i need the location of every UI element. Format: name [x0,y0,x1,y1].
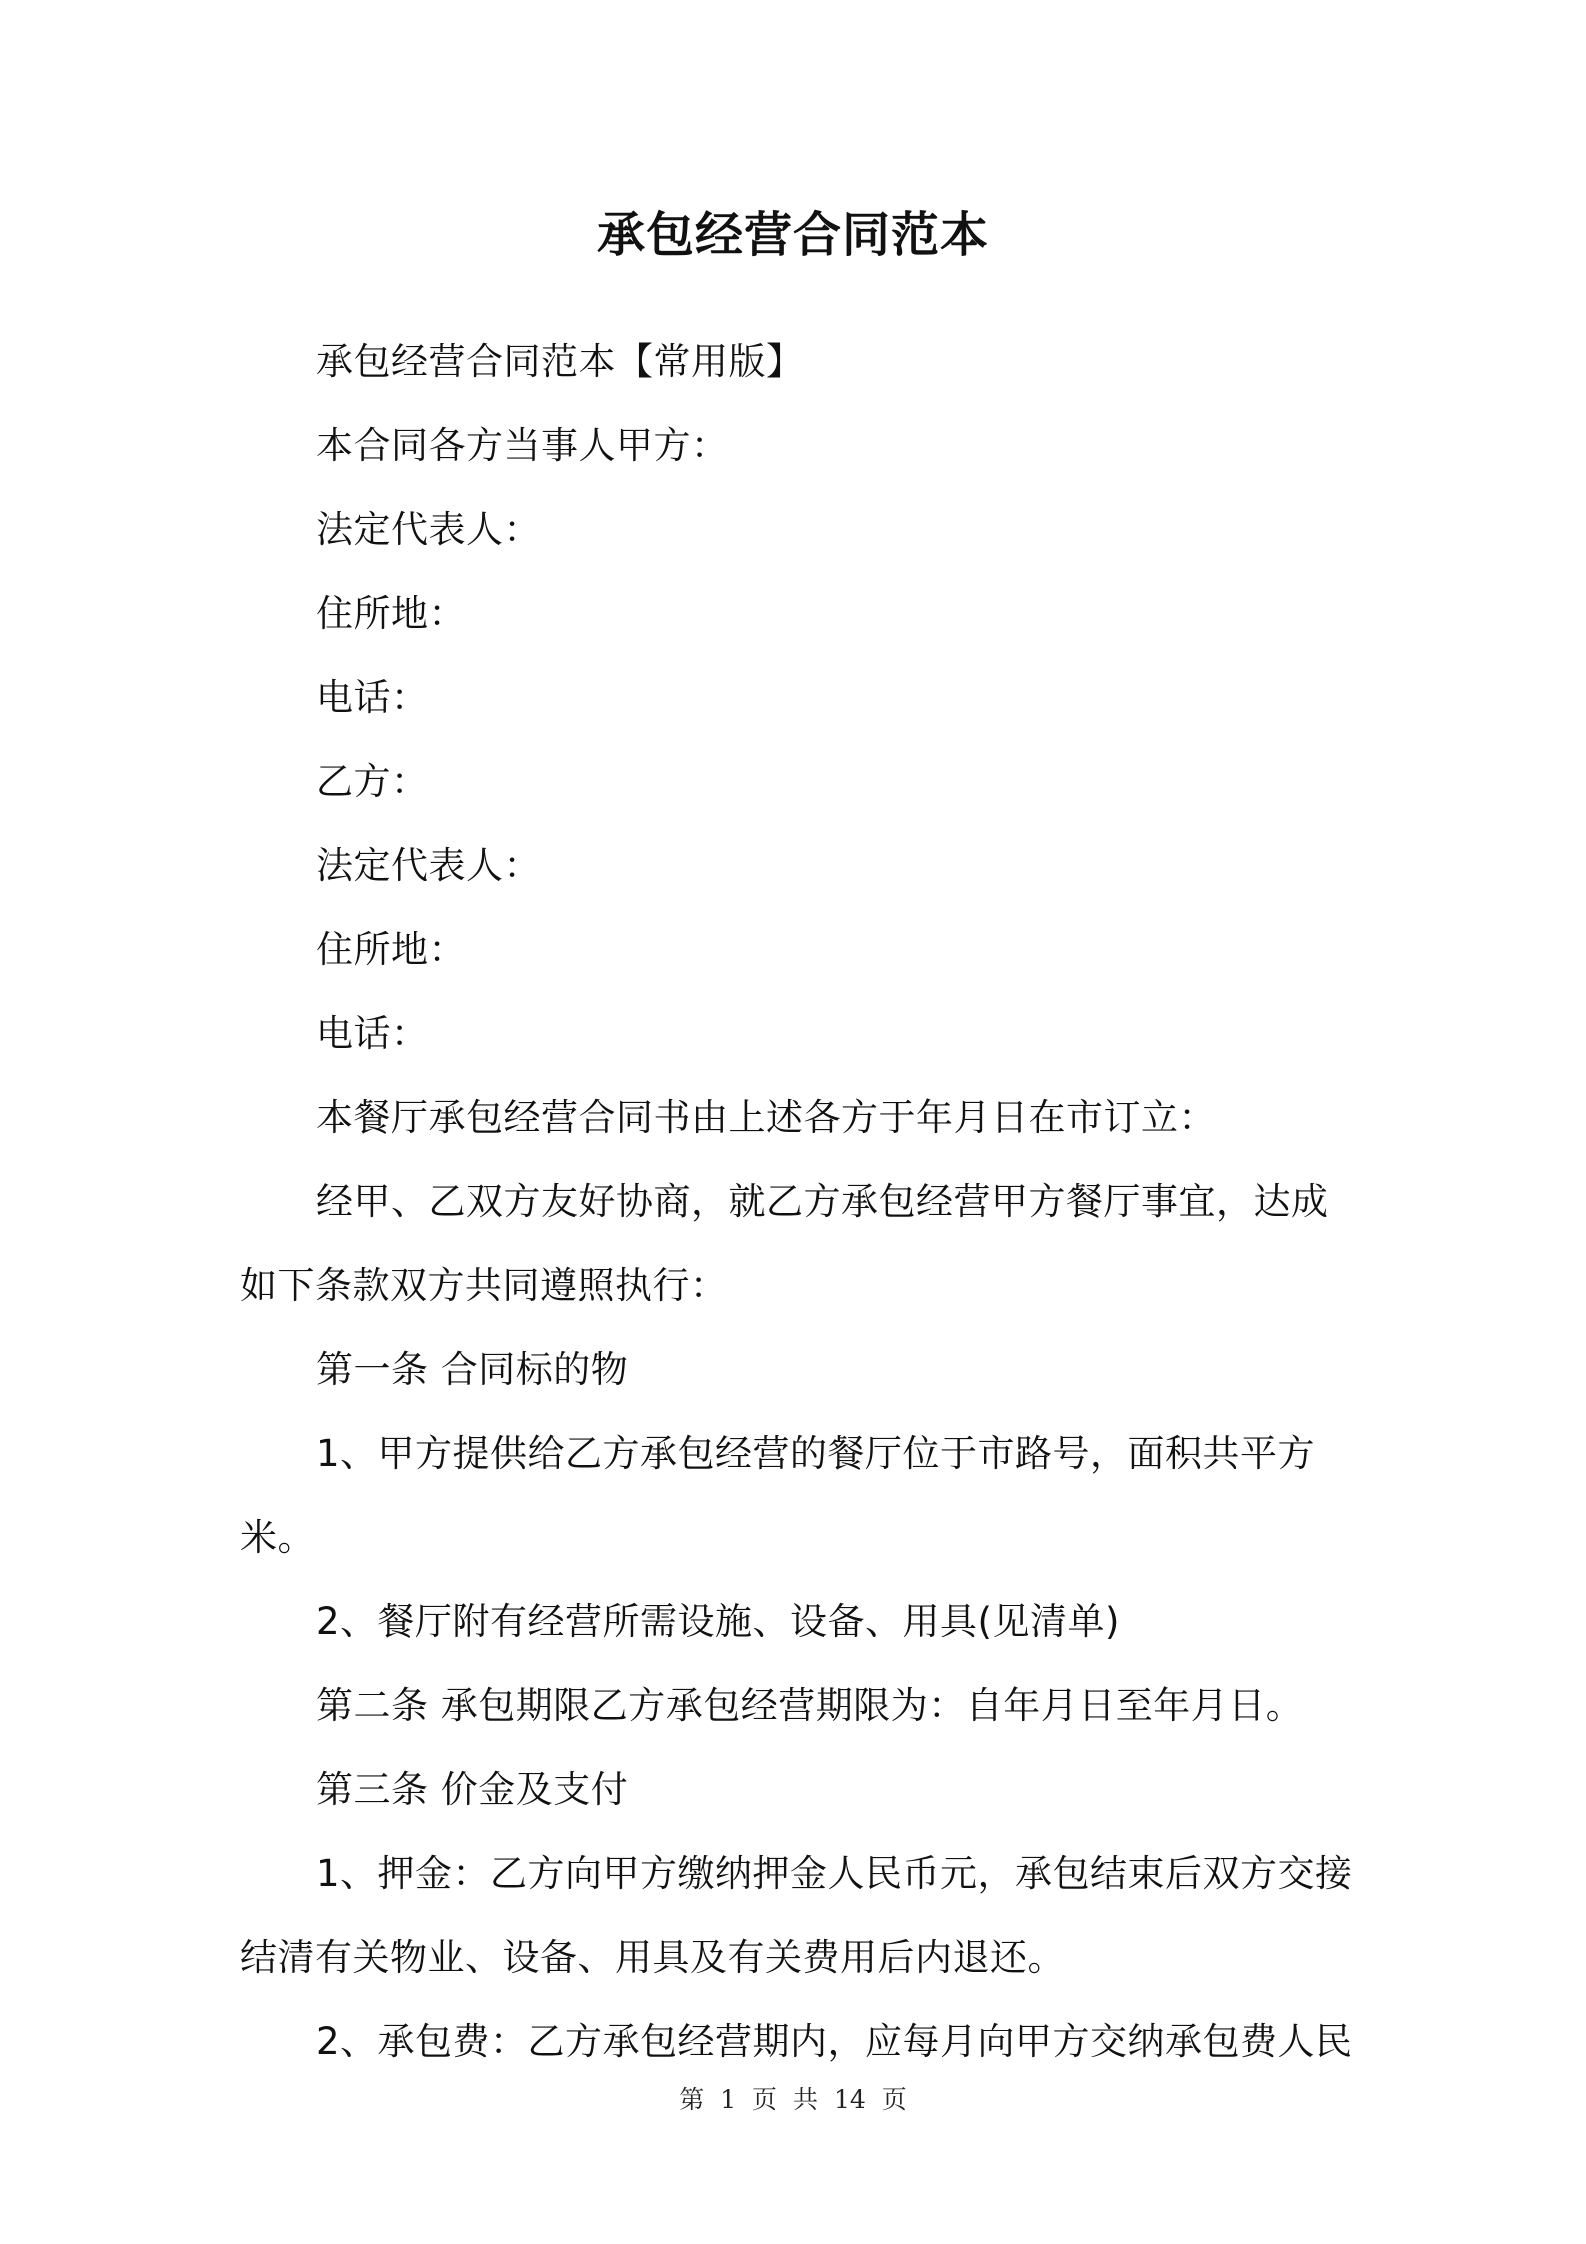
paragraph: 电话： [316,676,429,719]
paragraph: 乙方： [316,760,429,803]
paragraph: 2、承包费：乙方承包经营期内，应每月向甲方交纳承包费人民 [316,2020,1353,2063]
page-number-footer [0,2085,1586,2115]
paragraph: 1、押金：乙方向甲方缴纳押金人民币元，承包结束后双方交接结清有关物业、设备、用具及有关费用后内退还。 [240,1852,1353,1979]
paragraph: 1、甲方提供给乙方承包经营的餐厅位于市路号，面积共平方米。 [240,1432,1316,1559]
total-page-count: 14 [833,2085,866,2114]
paragraph: 第三条 价金及支付 [316,1768,629,1811]
footer-label-total-suffix: 页 [881,2085,907,2114]
paragraph: 第二条 承包期限乙方承包经营期限为：自年月日至年月日。 [316,1684,1304,1727]
paragraph: 法定代表人： [316,844,541,887]
footer-label-page: 第 [679,2085,705,2114]
paragraph: 经甲、乙双方友好协商，就乙方承包经营甲方餐厅事宜，达成如下条款双方共同遵照执行： [240,1180,1329,1307]
document-body [240,320,1355,2084]
footer-label-page-suffix: 页 [752,2085,778,2114]
paragraph: 住所地： [316,592,466,635]
paragraph: 法定代表人： [316,508,541,551]
document-title: 承包经营合同范本 [596,207,989,263]
paragraph: 2、餐厅附有经营所需设施、设备、用具(见清单) [316,1600,1120,1643]
paragraph: 承包经营合同范本【常用版】 [316,340,804,383]
current-page-number: 1 [720,2085,737,2114]
paragraph: 电话： [316,1012,429,1055]
paragraph: 本餐厅承包经营合同书由上述各方于年月日在市订立： [316,1096,1216,1139]
footer-label-total: 共 [793,2085,819,2114]
paragraph: 本合同各方当事人甲方： [316,424,729,467]
paragraph: 第一条 合同标的物 [316,1348,629,1391]
paragraph: 住所地： [316,928,466,971]
